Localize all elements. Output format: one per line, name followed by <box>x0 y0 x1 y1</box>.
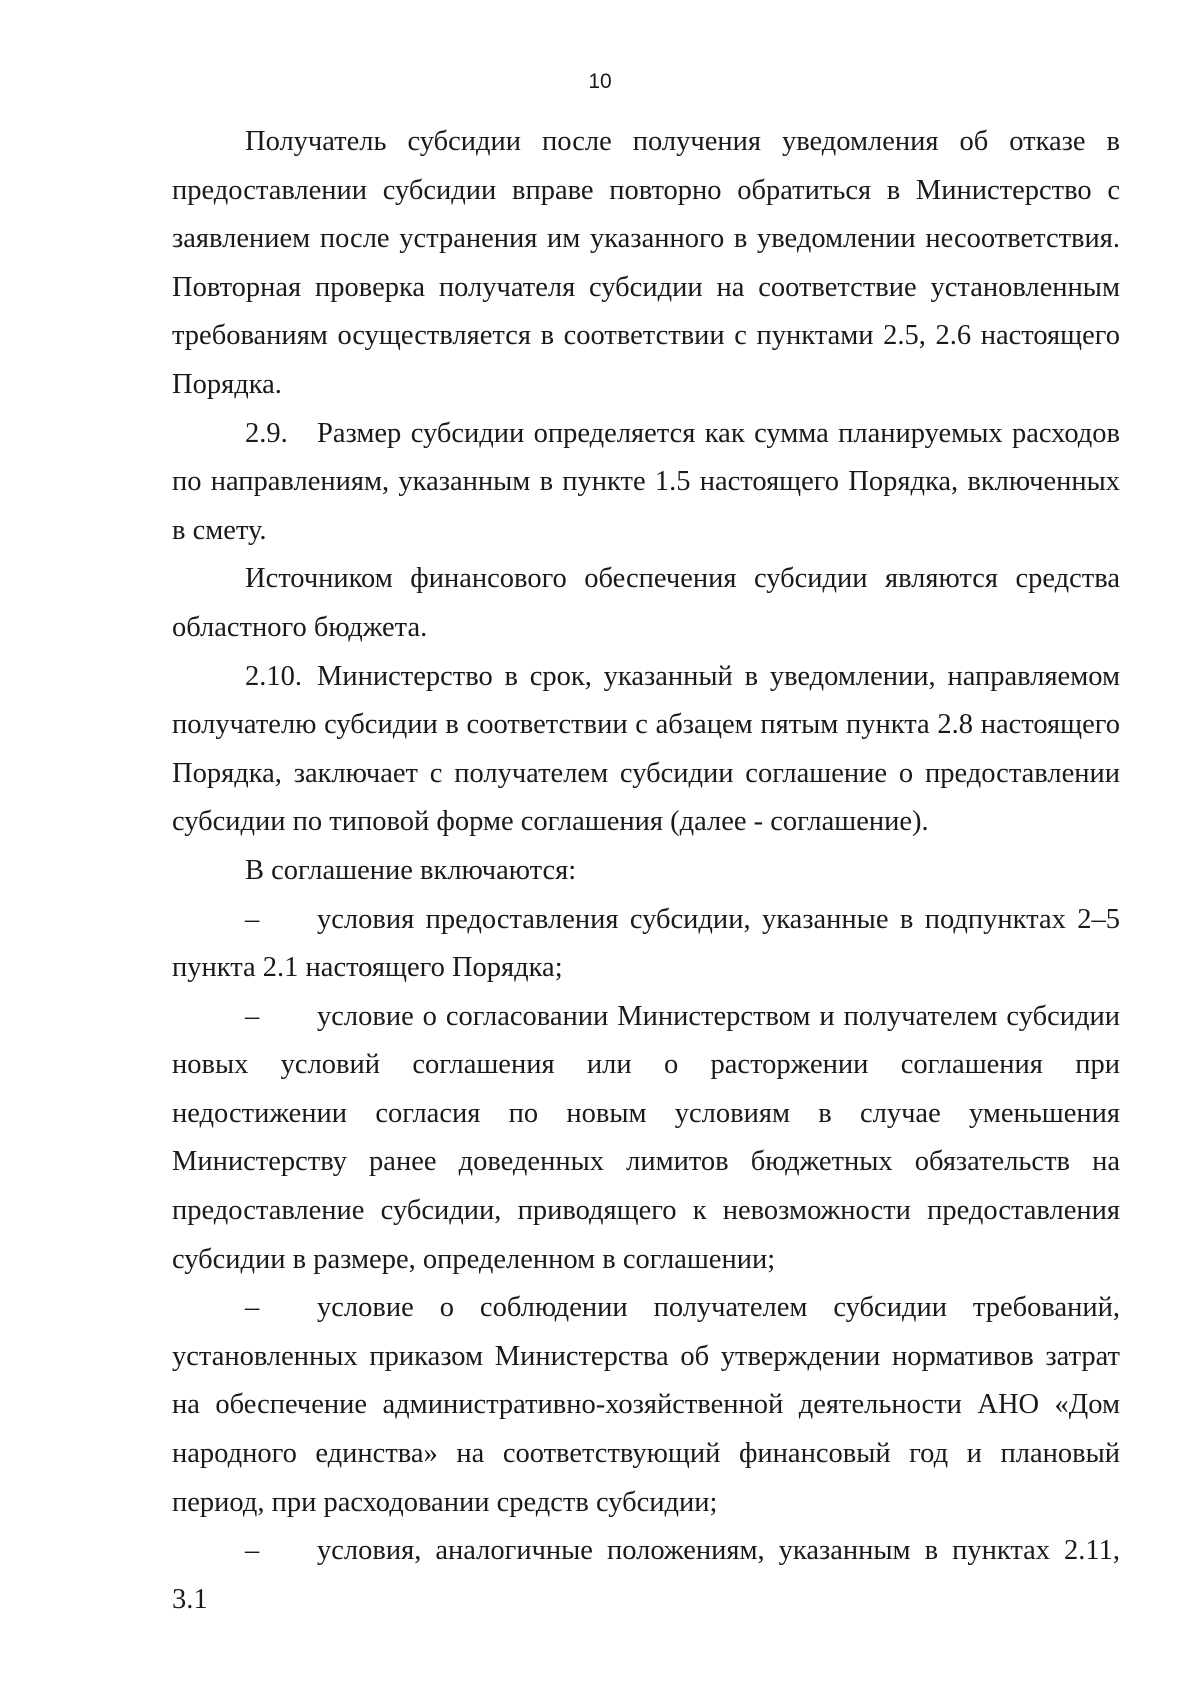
paragraph-text: Министерство в срок, указанный в уведомлении, направляемом получателю субсидии в соответствии с абзацем пятым пункта 2.8 настоящего Порядка, заключает с получателем субсидии соглашение о предоставлении субсидии по типовой форме соглашения (далее - соглашение). <box>172 660 1120 838</box>
clause-number: 2.10. <box>245 660 302 692</box>
list-item-text: условие о согласовании Министерством и получателем субсидии новых условий соглашения или о расторжении соглашения при недостижении согласия по новым условиям в случае уменьшения Министерству ранее доведенных лимитов бюджетных обязательств на предоставление субсидии, приводящего к невозможности предоставления субсидии в размере, определенном в соглашении; <box>172 1000 1120 1275</box>
list-item <box>172 896 1120 993</box>
page-number: 10 <box>588 70 612 93</box>
paragraph-text: В соглашение включаются: <box>245 854 577 886</box>
paragraph-text: Получатель субсидии после получения уведомления об отказе в предоставлении субсидии вправе повторно обратиться в Министерство с заявлением после устранения им указанного в уведомлении несоответствия. Повторная проверка получателя субсидии на соответствие установленным требованиям осуществляется в соответствии с пунктами 2.5, 2.6 настоящего Порядка. <box>172 126 1120 400</box>
paragraph <box>172 555 1120 652</box>
list-item <box>172 993 1120 1285</box>
paragraph-text: Источником финансового обеспечения субсидии являются средства областного бюджета. <box>172 563 1120 643</box>
paragraph <box>172 118 1120 410</box>
list-item-text: условия предоставления субсидии, указанные в подпунктах 2–5 пункта 2.1 настоящего Порядка; <box>172 903 1120 984</box>
document-body <box>172 118 1120 1624</box>
list-dash: – <box>245 1535 260 1567</box>
list-item <box>172 1284 1120 1527</box>
list-dash: – <box>245 903 260 935</box>
clause-number: 2.9. <box>245 417 288 449</box>
list-item-text: условие о соблюдении получателем субсидии требований, установленных приказом Министерства об утверждении нормативов затрат на обеспечение административно-хозяйственной деятельности АНО «Дом народного единства» на соответствующий финансовый год и плановый период, при расходовании средств субсидии; <box>172 1292 1120 1518</box>
list-dash: – <box>245 1000 260 1032</box>
paragraph-clause-2-10 <box>172 653 1120 847</box>
paragraph <box>172 847 1120 896</box>
list-dash: – <box>245 1292 260 1324</box>
list-item-text: условия, аналогичные положениям, указанным в пунктах 2.11, 3.1 <box>172 1535 1120 1615</box>
list-item <box>172 1527 1120 1624</box>
paragraph-text: Размер субсидии определяется как сумма планируемых расходов по направлениям, указанным в пункте 1.5 настоящего Порядка, включенных в смету. <box>172 417 1120 546</box>
paragraph-clause-2-9 <box>172 410 1120 556</box>
